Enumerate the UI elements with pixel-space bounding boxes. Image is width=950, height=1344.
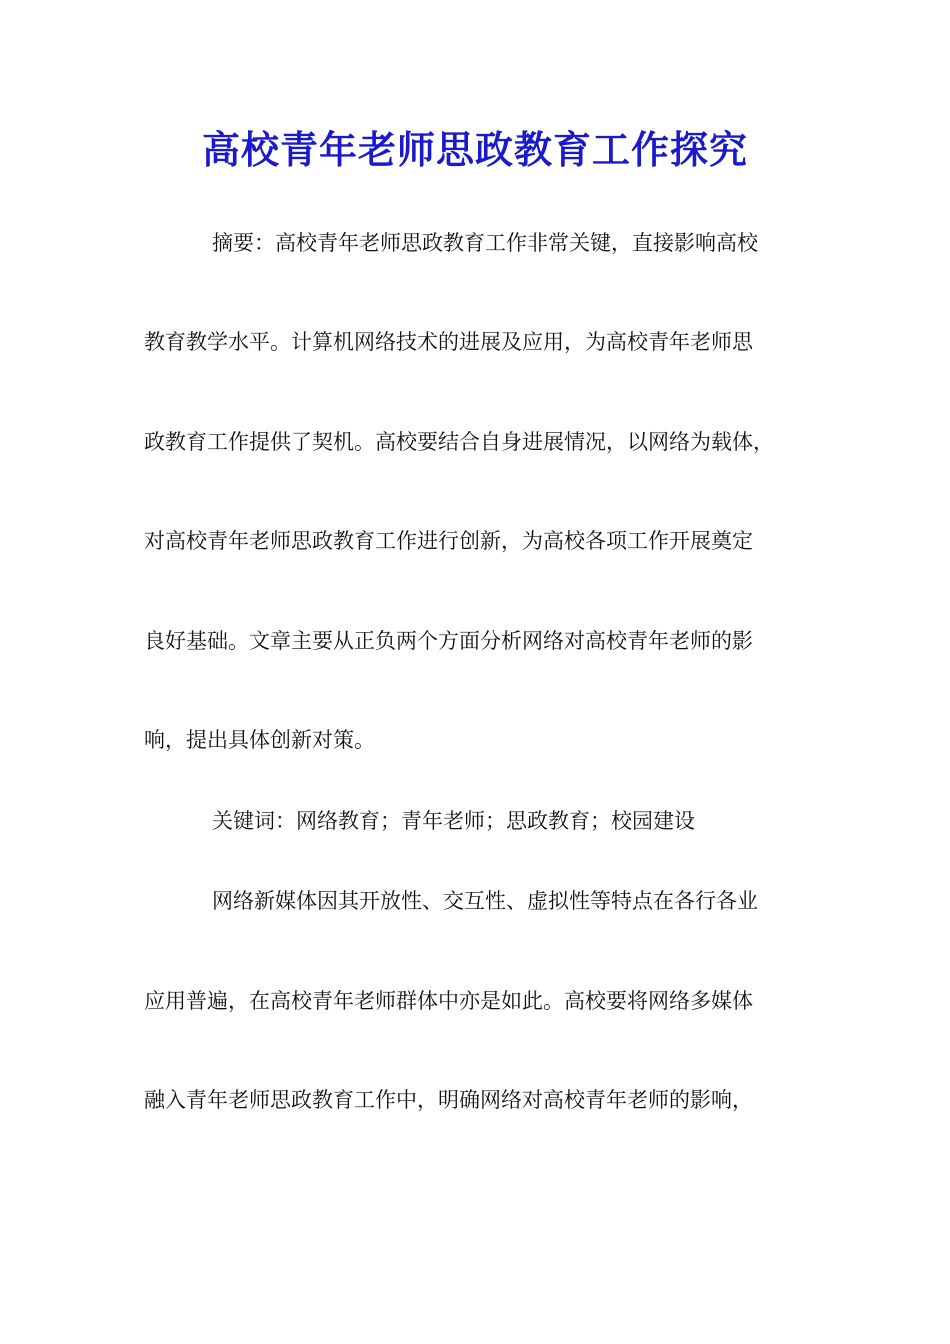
abstract-line-1: 摘要：高校青年老师思政教育工作非常关键，直接影响高校 [212, 231, 758, 255]
keywords-line: 关键词：网络教育；青年老师；思政教育；校园建设 [212, 809, 695, 833]
body-line-1: 网络新媒体因其开放性、交互性、虚拟性等特点在各行各业 [212, 889, 758, 913]
abstract-line-5: 良好基础。文章主要从正负两个方面分析网络对高校青年老师的影 [144, 629, 753, 653]
abstract-line-6: 响，提出具体创新对策。 [144, 728, 375, 752]
document-title: 高校青年老师思政教育工作探究 [201, 127, 748, 172]
body-line-2: 应用普遍，在高校青年老师群体中亦是如此。高校要将网络多媒体 [144, 989, 753, 1013]
abstract-line-3: 政教育工作提供了契机。高校要结合自身进展情况，以网络为载体， [144, 430, 774, 454]
abstract-line-4: 对高校青年老师思政教育工作进行创新，为高校各项工作开展奠定 [144, 529, 753, 553]
body-line-3: 融入青年老师思政教育工作中，明确网络对高校青年老师的影响， [144, 1088, 753, 1112]
abstract-line-2: 教育教学水平。计算机网络技术的进展及应用，为高校青年老师思 [144, 330, 753, 354]
